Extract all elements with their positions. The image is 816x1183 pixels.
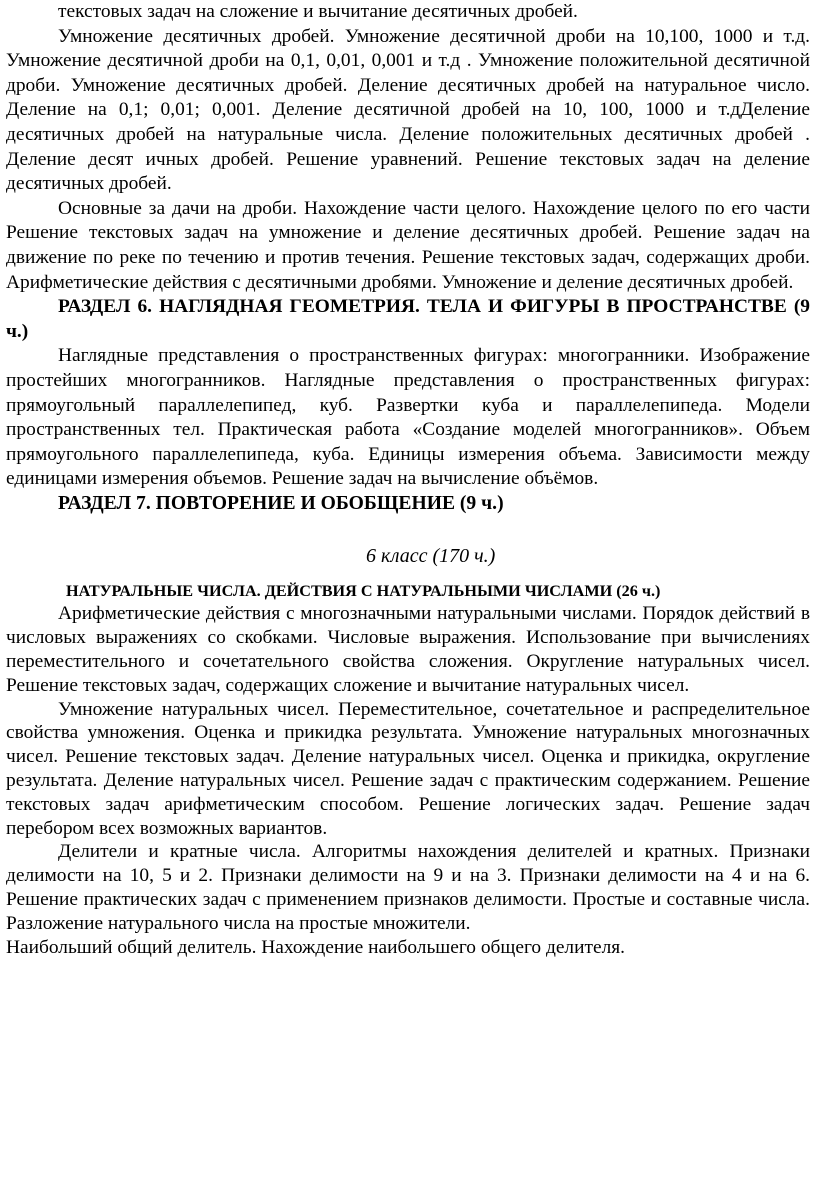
paragraph-multiplication: Умножение натуральных чисел. Переместительное, сочетательное и распределительное свойства умножения. Оценка и прикидка результата. Умножение натуральных многозначных чисел. Решение текстовых задач. Деление натуральных чисел. Оценка и прикидка, округление результата. Деление натуральных чисел. Решение задач с практическим содержанием. Решение текстовых задач арифметическим способом. Решение логических задач. Решение задач перебором всех возможных вариантов. [6,698,810,839]
paragraph-arithmetic: Арифметические действия с многозначными натуральными числами. Порядок действий в числовых выражениях со скобками. Числовые выражения. Использование при вычислениях переместительного и сочетательного свойства сложения. Округление натуральных чисел. Решение текстовых задач, содержащих сложение и вычитание натуральных чисел. [6,603,810,696]
grade-title: 6 класс (170 ч.) [366,545,496,568]
paragraph-divisors: Делители и кратные числа. Алгоритмы нахождения делителей и кратных. Признаки делимости на 10, 5 и 2. Признаки делимости на 9 и на 3. Признаки делимости на 4 и на 6. Решение практических задач с применением признаков делимости. Простые и составные числа. Разложение натурального числа на простые множители. [6,841,810,934]
paragraph-fraction-tasks: Основные за дачи на дроби. Нахождение части целого. Нахождение целого по его части Решение текстовых задач на умножение и деление десятичных дробей. Решение задач на движение по реке по течению и против течения. Решение текстовых задач, содержащих дроби. Арифметические действия с десятичными дробями. Умножение и деление десятичных дробей. [6,197,810,293]
paragraph-decimal-operations: Умножение десятичных дробей. Умножение десятичной дроби на 10,100, 1000 и т.д. Умножение десятичной дроби на 0,1, 0,01, 0,001 и т.д . Умножение положительной десятичной дроби. Умножение десятичных дробей. Деление десятичных дробей на натуральное число. Деление на 0,1; 0,01; 0,001. Деление десятичной дробей на 10, 100, 1000 и т.дДеление десятичных дробей на натуральные числа. Деление положительных десятичных дробей . Деление десят ичных дробей. Решение уравнений. Решение текстовых задач на деление десятичных дробей. [6,25,810,195]
text-line-gcd: Наибольший общий делитель. Нахождение наибольшего общего делителя. [6,936,626,958]
section-6-heading: РАЗДЕЛ 6. НАГЛЯДНАЯ ГЕОМЕТРИЯ. ТЕЛА И ФИГУРЫ В ПРОСТРАНСТВЕ (9 ч.) [6,296,810,342]
paragraph-section-6: Наглядные представления о пространственных фигурах: многогранники. Изображение простейших многогранников. Наглядные представления о пространственных фигурах: прямоугольный параллелепипед, куб. Развертки куба и параллелепипеда. Модели пространственных тел. Практическая работа «Создание моделей многогранников». Объем прямоугольного параллелепипеда, куба. Единицы измерения объема. Зависимости между единицами измерения объемов. Решение задач на вычисление объёмов. [6,345,810,490]
natural-numbers-heading: НАТУРАЛЬНЫЕ ЧИСЛА. ДЕЙСТВИЯ С НАТУРАЛЬНЫМИ ЧИСЛАМИ (26 ч.) [66,582,661,601]
text-line-top: текстовых задач на сложение и вычитание десятичных дробей. [58,1,578,22]
document-page [6,0,810,959]
section-7-heading: РАЗДЕЛ 7. ПОВТОРЕНИЕ И ОБОБЩЕНИЕ (9 ч.) [58,492,504,514]
